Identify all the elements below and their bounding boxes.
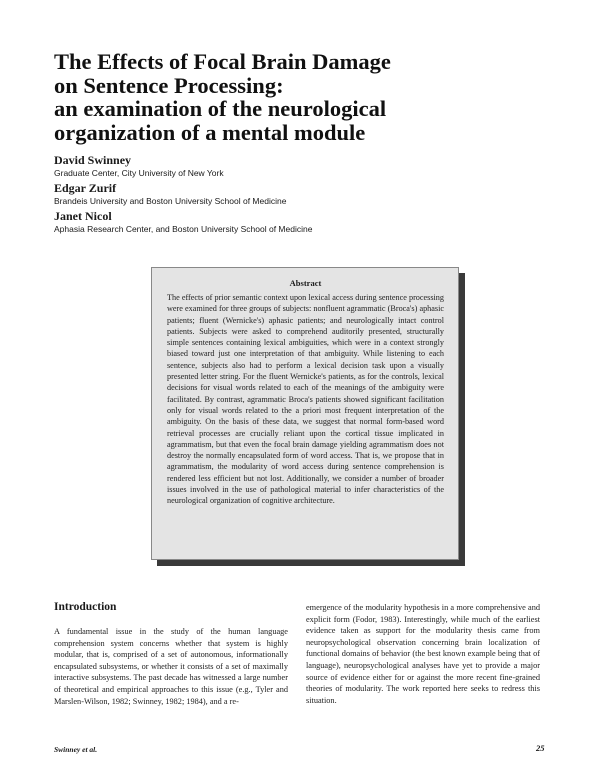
title-line: on Sentence Processing:	[54, 72, 284, 98]
author-affiliation: Brandeis University and Boston University School of Medicine	[54, 196, 287, 206]
body-paragraph: A fundamental issue in the study of the human language comprehension system concerns whether that system is highly modular, that is, comprised of a set of autonomous, informationally encapsulated subsystems, or whether it consists of a set of maximally interactive subsystems. The past decade has witnessed a large number of theoretical and empirical approaches to this issue (e.g., Tyler and Marslen-Wilson, 1982; Swinney, 1982; 1984), and a re-	[54, 627, 288, 706]
abstract-text: The effects of prior semantic context upon lexical access during sentence processing were examined for three groups of subjects: nonfluent agrammatic (Broca's) aphasic patients; fluent (Wernicke's) aphasic patients; and neurologically intact control patients. Subjects were asked to comprehend auditorily presented, structurally simple sentences containing lexical ambiguities, which were in a context strongly biased toward just one interpretation of that ambiguity. While listening to each sentence, subjects also had to perform a lexical decision task upon a visually presented letter string. For the fluent Wernicke's patients, as for the controls, lexical decisions for visual words related to each of the meanings of the ambiguity were facilitated. By contrast, agrammatic Broca's patients showed significant facilitation only for visual words related to the a priori most frequent interpretation of the ambiguity. On the basis of these data, we suggest that normal form-based word retrieval processes are crucially reliant upon the cortical tissue implicated in agrammatism, but that even the focal brain damage yielding agrammatism does not destroy the normally encapsulated form of word access. That is, we propose that in agrammatism, the modularity of word access during sentence comprehension is rendered less efficient but not lost. Additionally, we consider a number of broader issues involved in the use of pathological material to infer characteristics of the neurological organization of cognitive architecture.	[167, 293, 444, 506]
title-line: The Effects of Focal Brain Damage	[54, 49, 391, 74]
author-name: Edgar Zurif	[54, 181, 117, 195]
running-head: Swinney et al.	[54, 745, 98, 754]
author-block	[54, 209, 554, 235]
author-block	[54, 153, 554, 179]
author-name: Janet Nicol	[54, 209, 112, 223]
body-paragraph: emergence of the modularity hypothesis in a more comprehensive and explicit form (Fodor, 1983). Interestingly, while much of the earliest evidence taken as support for the modularity thesis came from neuropsychological observation concerning brain localization of functional domains of behavior (the best known example being that of language), neuropsychological analyses have yet to provide a major source of evidence either for or against the more recent fine-grained theories of modularity. The work reported here seeks to redress this situation.	[306, 603, 540, 705]
title-line: an examination of the neurological	[54, 96, 387, 121]
author-list	[54, 153, 554, 237]
title-line: organization of a mental module	[54, 119, 366, 145]
article-title	[54, 50, 554, 144]
author-affiliation: Graduate Center, City University of New York	[54, 168, 224, 178]
abstract-panel	[151, 267, 459, 560]
author-block	[54, 181, 554, 207]
body-column-right	[306, 602, 540, 706]
page-number: 25	[536, 743, 545, 753]
author-affiliation: Aphasia Research Center, and Boston University School of Medicine	[54, 224, 313, 234]
abstract-box	[151, 267, 459, 560]
author-name: David Swinney	[54, 153, 132, 167]
abstract-heading: Abstract	[289, 278, 322, 288]
section-heading: Introduction	[54, 601, 117, 613]
body-column-left	[54, 600, 288, 707]
